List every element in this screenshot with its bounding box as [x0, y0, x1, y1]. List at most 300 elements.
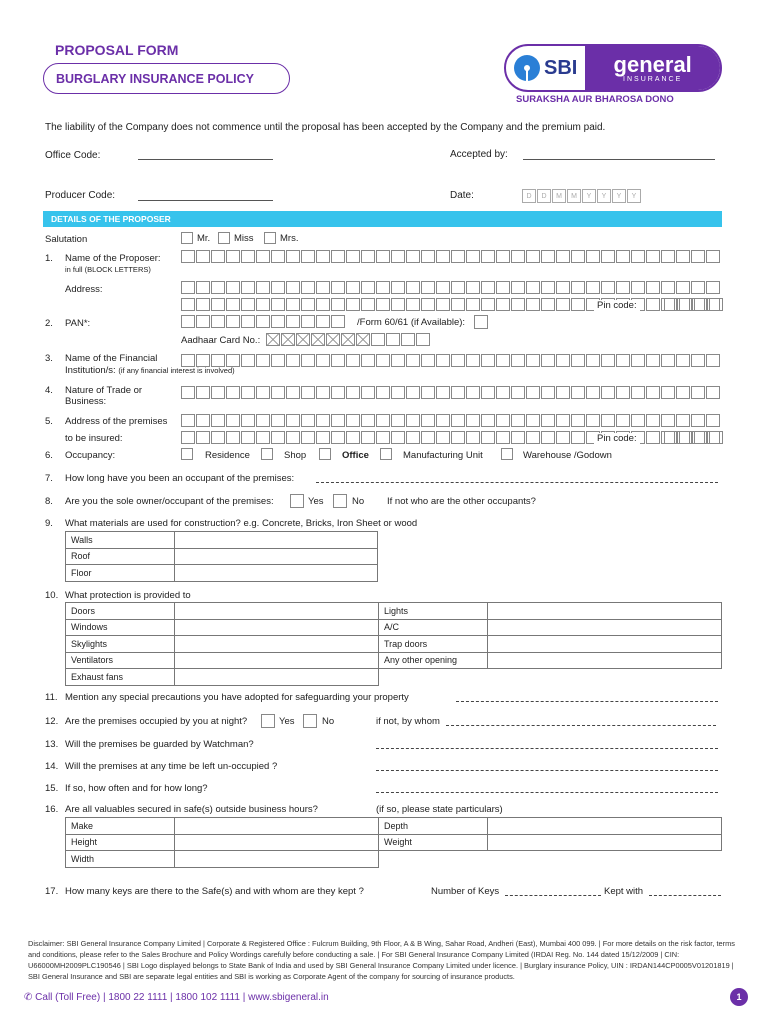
occupied-night-yes-checkbox[interactable]	[261, 714, 275, 728]
char-box	[301, 298, 315, 311]
char-box	[511, 414, 525, 427]
char-box	[601, 414, 615, 427]
char-box	[316, 386, 330, 399]
char-box	[316, 315, 330, 328]
logo-sbi-text: SBI	[544, 56, 578, 79]
address-boxes-2[interactable]	[181, 298, 721, 311]
accepted-by-field[interactable]	[523, 159, 715, 160]
page-number: 1	[730, 988, 748, 1006]
construction-label: What materials are used for construction? e.g. Concrete, Bricks, Iron Sheet or wood	[65, 518, 418, 529]
char-box	[436, 386, 450, 399]
char-box	[301, 281, 315, 294]
char-box	[361, 431, 375, 444]
char-box	[706, 414, 720, 427]
char-box	[341, 333, 355, 346]
char-box	[316, 281, 330, 294]
char-box	[376, 281, 390, 294]
salutation-mrs-checkbox[interactable]	[264, 232, 276, 244]
char-box	[316, 298, 330, 311]
premises-boxes-1[interactable]	[181, 414, 721, 427]
aadhaar-boxes[interactable]	[371, 333, 431, 346]
char-box	[391, 281, 405, 294]
char-box	[436, 250, 450, 263]
char-box	[226, 281, 240, 294]
char-box	[181, 298, 195, 311]
char-box	[691, 250, 705, 263]
char-box	[256, 414, 270, 427]
occupied-night-label: Are the premises occupied by you at night?	[65, 716, 248, 727]
kept-with-label: Kept with	[604, 886, 644, 897]
char-box	[301, 354, 315, 367]
char-box	[556, 298, 570, 311]
char-box	[266, 333, 280, 346]
watchman-label: Will the premises be guarded by Watchman?	[65, 739, 254, 750]
char-box	[586, 354, 600, 367]
char-box	[416, 333, 430, 346]
char-box	[271, 431, 285, 444]
char-box	[646, 386, 660, 399]
producer-code-field[interactable]	[138, 200, 273, 201]
producer-code-label: Producer Code:	[45, 190, 116, 201]
char-box	[346, 414, 360, 427]
char-box	[481, 298, 495, 311]
char-box	[196, 315, 210, 328]
char-box	[676, 281, 690, 294]
char-box	[616, 354, 630, 367]
char-box	[316, 250, 330, 263]
safe-table: Make Depth Height Weight Width	[65, 817, 722, 868]
char-box	[181, 431, 195, 444]
how-often-field[interactable]	[376, 792, 718, 793]
char-box	[466, 431, 480, 444]
char-box	[316, 354, 330, 367]
char-box	[571, 250, 585, 263]
char-box	[496, 354, 510, 367]
char-box	[706, 250, 720, 263]
construction-table: Walls Roof Floor	[65, 531, 378, 582]
char-box	[391, 250, 405, 263]
char-box	[466, 298, 480, 311]
char-box	[466, 354, 480, 367]
char-box	[646, 431, 660, 444]
char-box	[511, 250, 525, 263]
unoccupied-field[interactable]	[376, 770, 718, 771]
char-box	[361, 281, 375, 294]
char-box	[421, 354, 435, 367]
char-box	[286, 315, 300, 328]
char-box	[421, 250, 435, 263]
char-box	[196, 298, 210, 311]
char-box	[241, 281, 255, 294]
occupancy-residence-checkbox[interactable]	[181, 448, 193, 460]
char-box	[421, 281, 435, 294]
address-boxes-1[interactable]	[181, 281, 721, 294]
char-box	[241, 386, 255, 399]
char-box	[226, 250, 240, 263]
char-box	[646, 250, 660, 263]
char-box	[616, 250, 630, 263]
precautions-field[interactable]	[456, 701, 718, 702]
char-box	[226, 354, 240, 367]
char-box	[511, 354, 525, 367]
char-box	[466, 386, 480, 399]
kept-with-field[interactable]	[649, 895, 721, 896]
char-box	[271, 386, 285, 399]
char-box	[241, 354, 255, 367]
char-box	[541, 354, 555, 367]
form-60-label: /Form 60/61 (if Available):	[357, 317, 466, 328]
char-box	[586, 386, 600, 399]
char-box	[436, 431, 450, 444]
char-box	[211, 414, 225, 427]
char-box	[496, 414, 510, 427]
char-box	[211, 250, 225, 263]
char-box	[226, 298, 240, 311]
occupant-duration-label: How long have you been an occupant of the premises:	[65, 473, 295, 484]
char-box	[256, 298, 270, 311]
salutation-mr-checkbox[interactable]	[181, 232, 193, 244]
char-box	[511, 386, 525, 399]
protection-label: What protection is provided to	[65, 590, 191, 601]
occupancy-office-checkbox[interactable]	[319, 448, 331, 460]
contact-line[interactable]: Call (Toll Free) | 1800 22 1111 | 1800 102 1111 | www.sbigeneral.in	[35, 992, 329, 1003]
char-box	[271, 298, 285, 311]
protection-table: Doors Lights Windows A/C Skylights Trap doors Ventilators Any other opening Exhaust fans	[65, 602, 722, 686]
char-box	[511, 281, 525, 294]
how-often-label: If so, how often and for how long?	[65, 783, 208, 794]
char-box	[241, 431, 255, 444]
char-box	[256, 315, 270, 328]
char-box	[631, 250, 645, 263]
date-label: Date:	[450, 190, 474, 201]
number-of-keys-label: Number of Keys	[431, 886, 500, 897]
char-box	[211, 298, 225, 311]
char-box	[181, 250, 195, 263]
char-box	[301, 386, 315, 399]
char-box	[541, 431, 555, 444]
char-box	[256, 431, 270, 444]
char-box	[481, 431, 495, 444]
char-box	[694, 431, 708, 444]
char-box	[661, 281, 675, 294]
office-code-label: Office Code:	[45, 150, 101, 161]
char-box	[361, 414, 375, 427]
char-box	[556, 414, 570, 427]
char-box	[571, 298, 585, 311]
char-box	[256, 386, 270, 399]
char-box	[226, 386, 240, 399]
pin-code-boxes[interactable]	[664, 298, 724, 311]
financial-institution-label: Institution/s: (if any financial interest is involved)	[65, 365, 235, 376]
char-box	[601, 386, 615, 399]
char-box	[709, 298, 723, 311]
char-box	[496, 298, 510, 311]
char-box	[451, 431, 465, 444]
char-box	[371, 333, 385, 346]
char-box	[541, 250, 555, 263]
char-box	[286, 250, 300, 263]
char-box	[664, 298, 678, 311]
proposer-name-boxes[interactable]	[181, 250, 721, 263]
char-box	[616, 414, 630, 427]
char-box	[691, 281, 705, 294]
char-box	[481, 281, 495, 294]
char-box	[466, 414, 480, 427]
char-box	[526, 281, 540, 294]
watchman-field[interactable]	[376, 748, 718, 749]
char-box	[391, 386, 405, 399]
other-occupants-label: If not who are the other occupants?	[387, 496, 536, 507]
char-box	[211, 281, 225, 294]
char-box	[256, 281, 270, 294]
floor-input[interactable]	[175, 565, 378, 582]
char-box	[406, 354, 420, 367]
aadhaar-masked-boxes	[266, 333, 371, 346]
char-box	[256, 354, 270, 367]
financial-institution-boxes[interactable]	[181, 354, 721, 367]
char-box	[586, 414, 600, 427]
char-box	[331, 354, 345, 367]
char-box	[211, 354, 225, 367]
char-box	[571, 414, 585, 427]
logo-general-text: general	[613, 51, 692, 77]
char-box	[211, 315, 225, 328]
char-box	[391, 431, 405, 444]
roof-input[interactable]	[175, 548, 378, 565]
char-box	[406, 414, 420, 427]
char-box	[271, 250, 285, 263]
form-title: PROPOSAL FORM	[55, 42, 179, 58]
char-box	[661, 414, 675, 427]
char-box	[436, 354, 450, 367]
char-box	[601, 281, 615, 294]
premises-boxes-2[interactable]	[181, 431, 721, 444]
char-box	[421, 386, 435, 399]
number-of-keys-field[interactable]	[505, 895, 601, 896]
char-box	[436, 414, 450, 427]
pan-boxes[interactable]	[181, 315, 346, 328]
by-whom-field[interactable]	[446, 725, 716, 726]
char-box	[331, 315, 345, 328]
premises-pin-label: Pin code:	[594, 433, 640, 444]
char-box	[181, 281, 195, 294]
char-box	[691, 354, 705, 367]
char-box	[386, 333, 400, 346]
char-box	[331, 386, 345, 399]
char-box	[421, 298, 435, 311]
office-code-field[interactable]	[138, 159, 273, 160]
char-box	[361, 386, 375, 399]
char-box	[556, 431, 570, 444]
char-box	[241, 250, 255, 263]
char-box	[196, 414, 210, 427]
char-box	[571, 431, 585, 444]
char-box	[676, 386, 690, 399]
char-box	[346, 250, 360, 263]
char-box	[331, 431, 345, 444]
char-box	[226, 315, 240, 328]
char-box	[331, 281, 345, 294]
char-box	[271, 354, 285, 367]
char-box	[706, 354, 720, 367]
char-box	[691, 386, 705, 399]
form-60-checkbox[interactable]	[474, 315, 488, 329]
occupancy-shop-checkbox[interactable]	[261, 448, 273, 460]
char-box	[401, 333, 415, 346]
char-box	[316, 431, 330, 444]
char-box	[526, 354, 540, 367]
char-box	[376, 386, 390, 399]
salutation-miss-checkbox[interactable]	[218, 232, 230, 244]
char-box	[331, 250, 345, 263]
char-box	[541, 281, 555, 294]
char-box	[661, 386, 675, 399]
trade-boxes[interactable]	[181, 386, 721, 399]
occupant-duration-field[interactable]	[316, 482, 718, 483]
date-field[interactable]: D D M M Y Y Y Y	[522, 189, 642, 203]
char-box	[211, 431, 225, 444]
sole-owner-label: Are you the sole owner/occupant of the premises:	[65, 496, 274, 507]
trade-label: Business:	[65, 396, 107, 407]
char-box	[406, 250, 420, 263]
sbi-logo-icon	[514, 55, 540, 81]
char-box	[526, 250, 540, 263]
pin-code-label: Pin code:	[594, 300, 640, 311]
sbi-general-logo	[504, 44, 722, 92]
occupied-night-no-checkbox[interactable]	[303, 714, 317, 728]
char-box	[361, 354, 375, 367]
char-box	[241, 298, 255, 311]
char-box	[346, 354, 360, 367]
keys-label: How many keys are there to the Safe(s) and with whom are they kept ?	[65, 886, 364, 897]
walls-input[interactable]	[175, 532, 378, 549]
char-box	[376, 250, 390, 263]
precautions-label: Mention any special precautions you have adopted for safeguarding your property	[65, 692, 409, 703]
section-banner: DETAILS OF THE PROPOSER	[43, 211, 722, 227]
char-box	[679, 298, 693, 311]
char-box	[181, 315, 195, 328]
char-box	[556, 250, 570, 263]
char-box	[196, 431, 210, 444]
char-box	[616, 281, 630, 294]
char-box	[346, 431, 360, 444]
char-box	[481, 386, 495, 399]
char-box	[286, 298, 300, 311]
char-box	[421, 414, 435, 427]
char-box	[451, 281, 465, 294]
char-box	[676, 354, 690, 367]
char-box	[211, 386, 225, 399]
char-box	[436, 298, 450, 311]
char-box	[706, 386, 720, 399]
char-box	[601, 354, 615, 367]
char-box	[286, 414, 300, 427]
char-box	[496, 386, 510, 399]
char-box	[346, 298, 360, 311]
char-box	[571, 281, 585, 294]
char-box	[391, 298, 405, 311]
char-box	[406, 431, 420, 444]
char-box	[361, 298, 375, 311]
char-box	[406, 386, 420, 399]
premises-pin-boxes[interactable]	[664, 431, 724, 444]
char-box	[286, 431, 300, 444]
occupancy-label: Occupancy:	[65, 450, 116, 461]
char-box	[706, 281, 720, 294]
logo-insurance-text: INSURANCE	[623, 75, 683, 83]
char-box	[631, 281, 645, 294]
char-box	[316, 414, 330, 427]
char-box	[466, 250, 480, 263]
char-box	[556, 354, 570, 367]
char-box	[181, 386, 195, 399]
char-box	[196, 281, 210, 294]
char-box	[679, 431, 693, 444]
char-box	[406, 298, 420, 311]
char-box	[631, 386, 645, 399]
sole-owner-yes-checkbox[interactable]	[290, 494, 304, 508]
char-box	[181, 354, 195, 367]
char-box	[226, 414, 240, 427]
char-box	[286, 386, 300, 399]
char-box	[511, 298, 525, 311]
address-label: Address:	[65, 284, 103, 295]
char-box	[406, 281, 420, 294]
occupancy-warehouse-checkbox[interactable]	[501, 448, 513, 460]
char-box	[691, 414, 705, 427]
char-box	[451, 354, 465, 367]
char-box	[586, 250, 600, 263]
char-box	[661, 354, 675, 367]
by-whom-label: if not, by whom	[376, 716, 440, 727]
char-box	[676, 414, 690, 427]
policy-name: BURGLARY INSURANCE POLICY	[43, 63, 290, 94]
char-box	[301, 250, 315, 263]
char-box	[346, 386, 360, 399]
sole-owner-no-checkbox[interactable]	[333, 494, 347, 508]
char-box	[256, 250, 270, 263]
char-box	[356, 333, 370, 346]
char-box	[541, 414, 555, 427]
char-box	[241, 414, 255, 427]
safe-particulars-label: (if so, please state particulars)	[376, 804, 503, 815]
char-box	[496, 250, 510, 263]
char-box	[451, 414, 465, 427]
char-box	[646, 354, 660, 367]
char-box	[391, 414, 405, 427]
char-box	[451, 250, 465, 263]
salutation-label: Salutation	[45, 234, 88, 245]
char-box	[664, 431, 678, 444]
char-box	[541, 298, 555, 311]
tagline: SURAKSHA AUR BHAROSA DONO	[516, 94, 674, 105]
char-box	[481, 250, 495, 263]
char-box	[526, 431, 540, 444]
char-box	[271, 315, 285, 328]
char-box	[481, 414, 495, 427]
phone-icon: ✆	[24, 992, 33, 1003]
char-box	[556, 386, 570, 399]
char-box	[361, 250, 375, 263]
char-box	[346, 281, 360, 294]
proposer-name-label: Name of the Proposer:	[65, 253, 161, 264]
char-box	[541, 386, 555, 399]
char-box	[286, 354, 300, 367]
char-box	[601, 250, 615, 263]
char-box	[301, 431, 315, 444]
occupancy-manufacturing-checkbox[interactable]	[380, 448, 392, 460]
char-box	[616, 386, 630, 399]
